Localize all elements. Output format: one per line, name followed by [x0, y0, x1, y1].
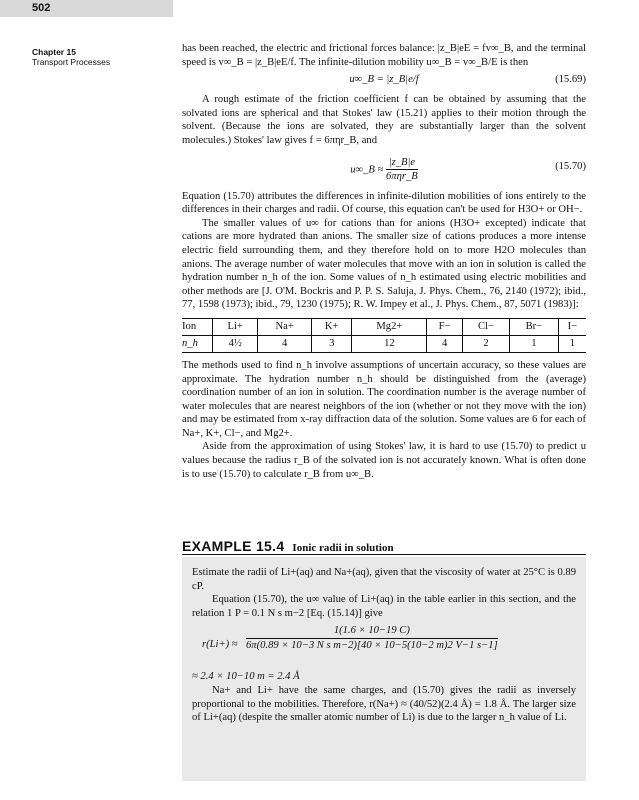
- table-header-row: [182, 318, 586, 335]
- paragraph-3: Equation (15.70) attributes the differences in infinite-dilution mobilities of ions entirely to the differences in their charges and radii. Of course, this equation can't be used for H3O+ or OH−.: [182, 190, 586, 216]
- equation-15-70: [182, 150, 586, 184]
- page-number: 502: [32, 2, 51, 14]
- table-cell: Cl−: [462, 318, 509, 335]
- example-keyword: EXAMPLE 15.4: [182, 538, 285, 554]
- table-row: [182, 335, 586, 352]
- table-cell: 12: [352, 335, 427, 352]
- equation-fraction: [386, 156, 418, 184]
- chapter-title: Transport Processes: [32, 57, 111, 67]
- radius-equation: [192, 624, 576, 670]
- main-text: [182, 42, 586, 481]
- paragraph-6: Aside from the approximation of using Stokes' law, it is hard to use (15.70) to predict u values because the radius r_B of the solvated ion is not accurately known. What is often done is to use (15.70) to calculate r_B from u∞_B.: [182, 441, 586, 480]
- table-cell: F−: [427, 318, 463, 335]
- example-paragraph-2: Na+ and Li+ have the same charges, and (15.70) gives the radii as inversely proportional to the mobilities. Therefore, r(Na+) ≈ (40/52)(2.4 Å) = 1.8 Å. The larger size of Li+(aq) (despite the smaller atomic number of Li) is due to the larger n_h value of Li.: [192, 684, 576, 724]
- page-number-bar: [0, 0, 173, 17]
- equation-body: u∞_B = |z_B|e/f: [349, 74, 419, 86]
- table-cell: I−: [558, 318, 586, 335]
- radius-fraction: [246, 624, 498, 652]
- table-cell: 4½: [213, 335, 258, 352]
- table-cell: Ion: [182, 318, 213, 335]
- fraction-denominator: 6πηr_B: [385, 171, 418, 183]
- table-cell: Br−: [510, 318, 559, 335]
- paragraph-2: A rough estimate of the friction coefficient f can be obtained by assuming that the solvated ions are spherical and that Stokes' law (15.21) applies to their motion through the solvent. (Because the ions are solvated, they are substantially larger than the solvent molecules.) Stokes' law gives f = 6πηr_B, and: [182, 94, 586, 146]
- paragraph-1: has been reached, the electric and frictional forces balance: |z_B|eE = fv∞_B, and the terminal speed is v∞_B = |z_B|eE/f. The infinite-dilution mobility u∞_B = v∞_B/E is then: [182, 43, 586, 68]
- paragraph-4: The smaller values of u∞ for cations than for anions (H3O+ excepted) indicate that cations are more hydrated than anions. The smaller size of cations produces a more intense electric field surrounding them, and they therefore hold on to more H2O molecules than anions. The average number of water molecules that move with an ion in solution is called the hydration number n_h of the ion. Some values of n_h estimated using electric mobilities and other methods are [J. O'M. Bockris and P. P. S. Saluja, J. Phys. Chem., 76, 2140 (1972); ibid., 77, 1598 (1973); ibid., 79, 1230 (1975); R. W. Impey et al., J. Phys. Chem., 87, 5071 (1983)]:: [182, 217, 586, 311]
- equation-number: (15.70): [555, 160, 586, 172]
- radius-label: r(Li+) ≈: [202, 639, 238, 651]
- table-cell: 4: [258, 335, 312, 352]
- example-heading: [182, 538, 586, 555]
- example-question: Estimate the radii of Li+(aq) and Na+(aq), given that the viscosity of water at 25°C is 0.89 cP.: [192, 567, 576, 592]
- table-cell: 1: [510, 335, 559, 352]
- equation-lhs: u∞_B ≈: [350, 164, 384, 176]
- table-cell: 3: [311, 335, 352, 352]
- table-cell: Na+: [258, 318, 312, 335]
- paragraph-5: The methods used to find n_h involve assumptions of uncertain accuracy, so these values are approximate. The hydration number n_h should be distinguished from the (average) coordination number of an ion in solution. The coordination number is the average number of water molecules that are nearest neighbors of the ion (whether or not they move with the ion) and may be estimated from x-ray diffraction data of the solution. Some values are 6 for each of Na+, K+, Cl−, and Mg2+.: [182, 359, 586, 439]
- fraction-denominator: 6π(0.89 × 10−3 N s m−2)[40 × 10−5(10−2 m)2 V−1 s−1]: [246, 639, 498, 651]
- table-cell: K+: [311, 318, 352, 335]
- fraction-numerator: |z_B|e: [386, 156, 418, 171]
- table-cell: 2: [462, 335, 509, 352]
- table-cell: Mg2+: [352, 318, 427, 335]
- equation-15-69: [182, 73, 586, 93]
- chapter-sidebar: [32, 47, 110, 67]
- example-paragraph-1: Equation (15.70), the u∞ value of Li+(aq) in the table earlier in this section, and the relation 1 P = 0.1 N s m−2 [Eq. (15.14)] give: [192, 594, 576, 619]
- table-cell: Li+: [213, 318, 258, 335]
- hydration-table: [182, 318, 586, 353]
- table-cell: 4: [427, 335, 463, 352]
- fraction-numerator: 1(1.6 × 10−19 C): [246, 624, 498, 639]
- example-box: [182, 557, 586, 781]
- equation-number: (15.69): [555, 74, 586, 86]
- example-title: Ionic radii in solution: [292, 542, 394, 554]
- chapter-label: Chapter 15: [32, 47, 76, 57]
- table-cell: n_h: [182, 335, 213, 352]
- radius-result: ≈ 2.4 × 10−10 m = 2.4 Å: [192, 671, 300, 683]
- table-cell: 1: [558, 335, 586, 352]
